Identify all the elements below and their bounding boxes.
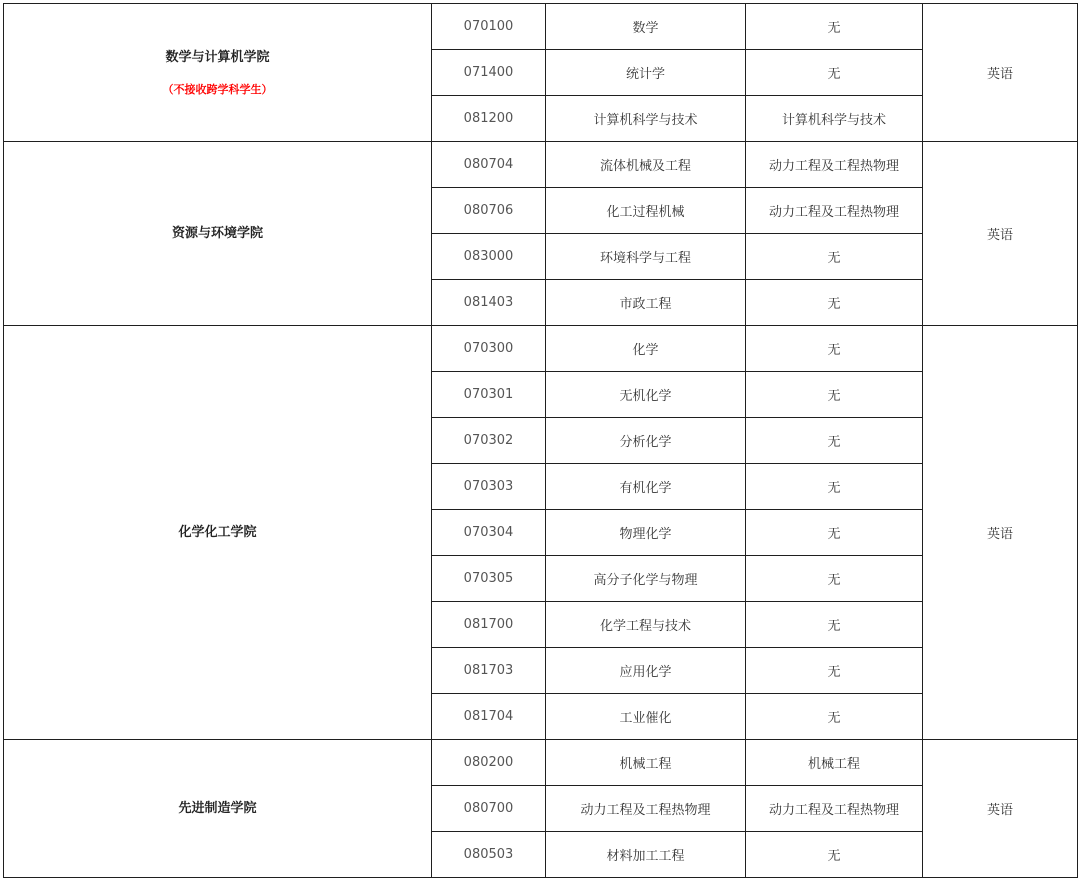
major-name-cell: 高分子化学与物理 (546, 556, 746, 602)
major-code-cell: 080706 (432, 188, 546, 234)
college-cell (4, 4, 432, 142)
major-name-cell: 分析化学 (546, 418, 746, 464)
major-name-cell: 环境科学与工程 (546, 234, 746, 280)
major-code-cell: 070100 (432, 4, 546, 50)
college-cell (4, 740, 432, 878)
major-code-cell: 083000 (432, 234, 546, 280)
major-code-cell: 080503 (432, 832, 546, 878)
major-name-cell: 化工过程机械 (546, 188, 746, 234)
major-code-cell: 080700 (432, 786, 546, 832)
major-name-cell: 动力工程及工程热物理 (546, 786, 746, 832)
related-major-cell: 无 (746, 832, 923, 878)
major-code-cell: 070304 (432, 510, 546, 556)
college-name: 数学与计算机学院 (165, 49, 270, 65)
related-major-cell: 无 (746, 694, 923, 740)
foreign-language-cell: 英语 (923, 142, 1078, 326)
table-row (4, 4, 1078, 50)
major-name-cell: 化学工程与技术 (546, 602, 746, 648)
related-major-cell: 无 (746, 280, 923, 326)
major-code-cell: 081700 (432, 602, 546, 648)
related-major-cell: 无 (746, 510, 923, 556)
major-code-cell: 081704 (432, 694, 546, 740)
major-name-cell: 工业催化 (546, 694, 746, 740)
foreign-language-cell: 英语 (923, 740, 1078, 878)
foreign-language-cell: 英语 (923, 4, 1078, 142)
major-name-cell: 统计学 (546, 50, 746, 96)
related-major-cell: 无 (746, 464, 923, 510)
related-major-cell: 无 (746, 50, 923, 96)
related-major-cell: 无 (746, 234, 923, 280)
major-code-cell: 070300 (432, 326, 546, 372)
table-row (4, 740, 1078, 786)
major-code-cell: 081200 (432, 96, 546, 142)
major-name-cell: 数学 (546, 4, 746, 50)
majors-table (3, 3, 1078, 878)
related-major-cell: 无 (746, 648, 923, 694)
related-major-cell: 动力工程及工程热物理 (746, 142, 923, 188)
major-name-cell: 有机化学 (546, 464, 746, 510)
major-name-cell: 流体机械及工程 (546, 142, 746, 188)
major-name-cell: 市政工程 (546, 280, 746, 326)
major-code-cell: 081403 (432, 280, 546, 326)
foreign-language-cell: 英语 (923, 326, 1078, 740)
college-cell (4, 142, 432, 326)
college-name: 资源与环境学院 (171, 225, 263, 241)
college-note: （不接收跨学科学生） (162, 82, 273, 96)
major-name-cell: 材料加工工程 (546, 832, 746, 878)
related-major-cell: 无 (746, 556, 923, 602)
major-name-cell: 计算机科学与技术 (546, 96, 746, 142)
related-major-cell: 机械工程 (746, 740, 923, 786)
college-name: 化学化工学院 (178, 524, 257, 540)
major-code-cell: 081703 (432, 648, 546, 694)
college-cell (4, 326, 432, 740)
college-name: 先进制造学院 (178, 800, 257, 816)
major-code-cell: 080200 (432, 740, 546, 786)
major-code-cell: 070303 (432, 464, 546, 510)
major-name-cell: 化学 (546, 326, 746, 372)
related-major-cell: 计算机科学与技术 (746, 96, 923, 142)
related-major-cell: 动力工程及工程热物理 (746, 188, 923, 234)
related-major-cell: 动力工程及工程热物理 (746, 786, 923, 832)
major-code-cell: 080704 (432, 142, 546, 188)
major-code-cell: 071400 (432, 50, 546, 96)
major-code-cell: 070301 (432, 372, 546, 418)
major-code-cell: 070305 (432, 556, 546, 602)
related-major-cell: 无 (746, 372, 923, 418)
table-row (4, 142, 1078, 188)
table-row (4, 326, 1078, 372)
majors-table-body (4, 4, 1078, 878)
major-name-cell: 机械工程 (546, 740, 746, 786)
related-major-cell: 无 (746, 418, 923, 464)
related-major-cell: 无 (746, 4, 923, 50)
major-name-cell: 应用化学 (546, 648, 746, 694)
related-major-cell: 无 (746, 326, 923, 372)
major-code-cell: 070302 (432, 418, 546, 464)
major-name-cell: 无机化学 (546, 372, 746, 418)
major-name-cell: 物理化学 (546, 510, 746, 556)
related-major-cell: 无 (746, 602, 923, 648)
